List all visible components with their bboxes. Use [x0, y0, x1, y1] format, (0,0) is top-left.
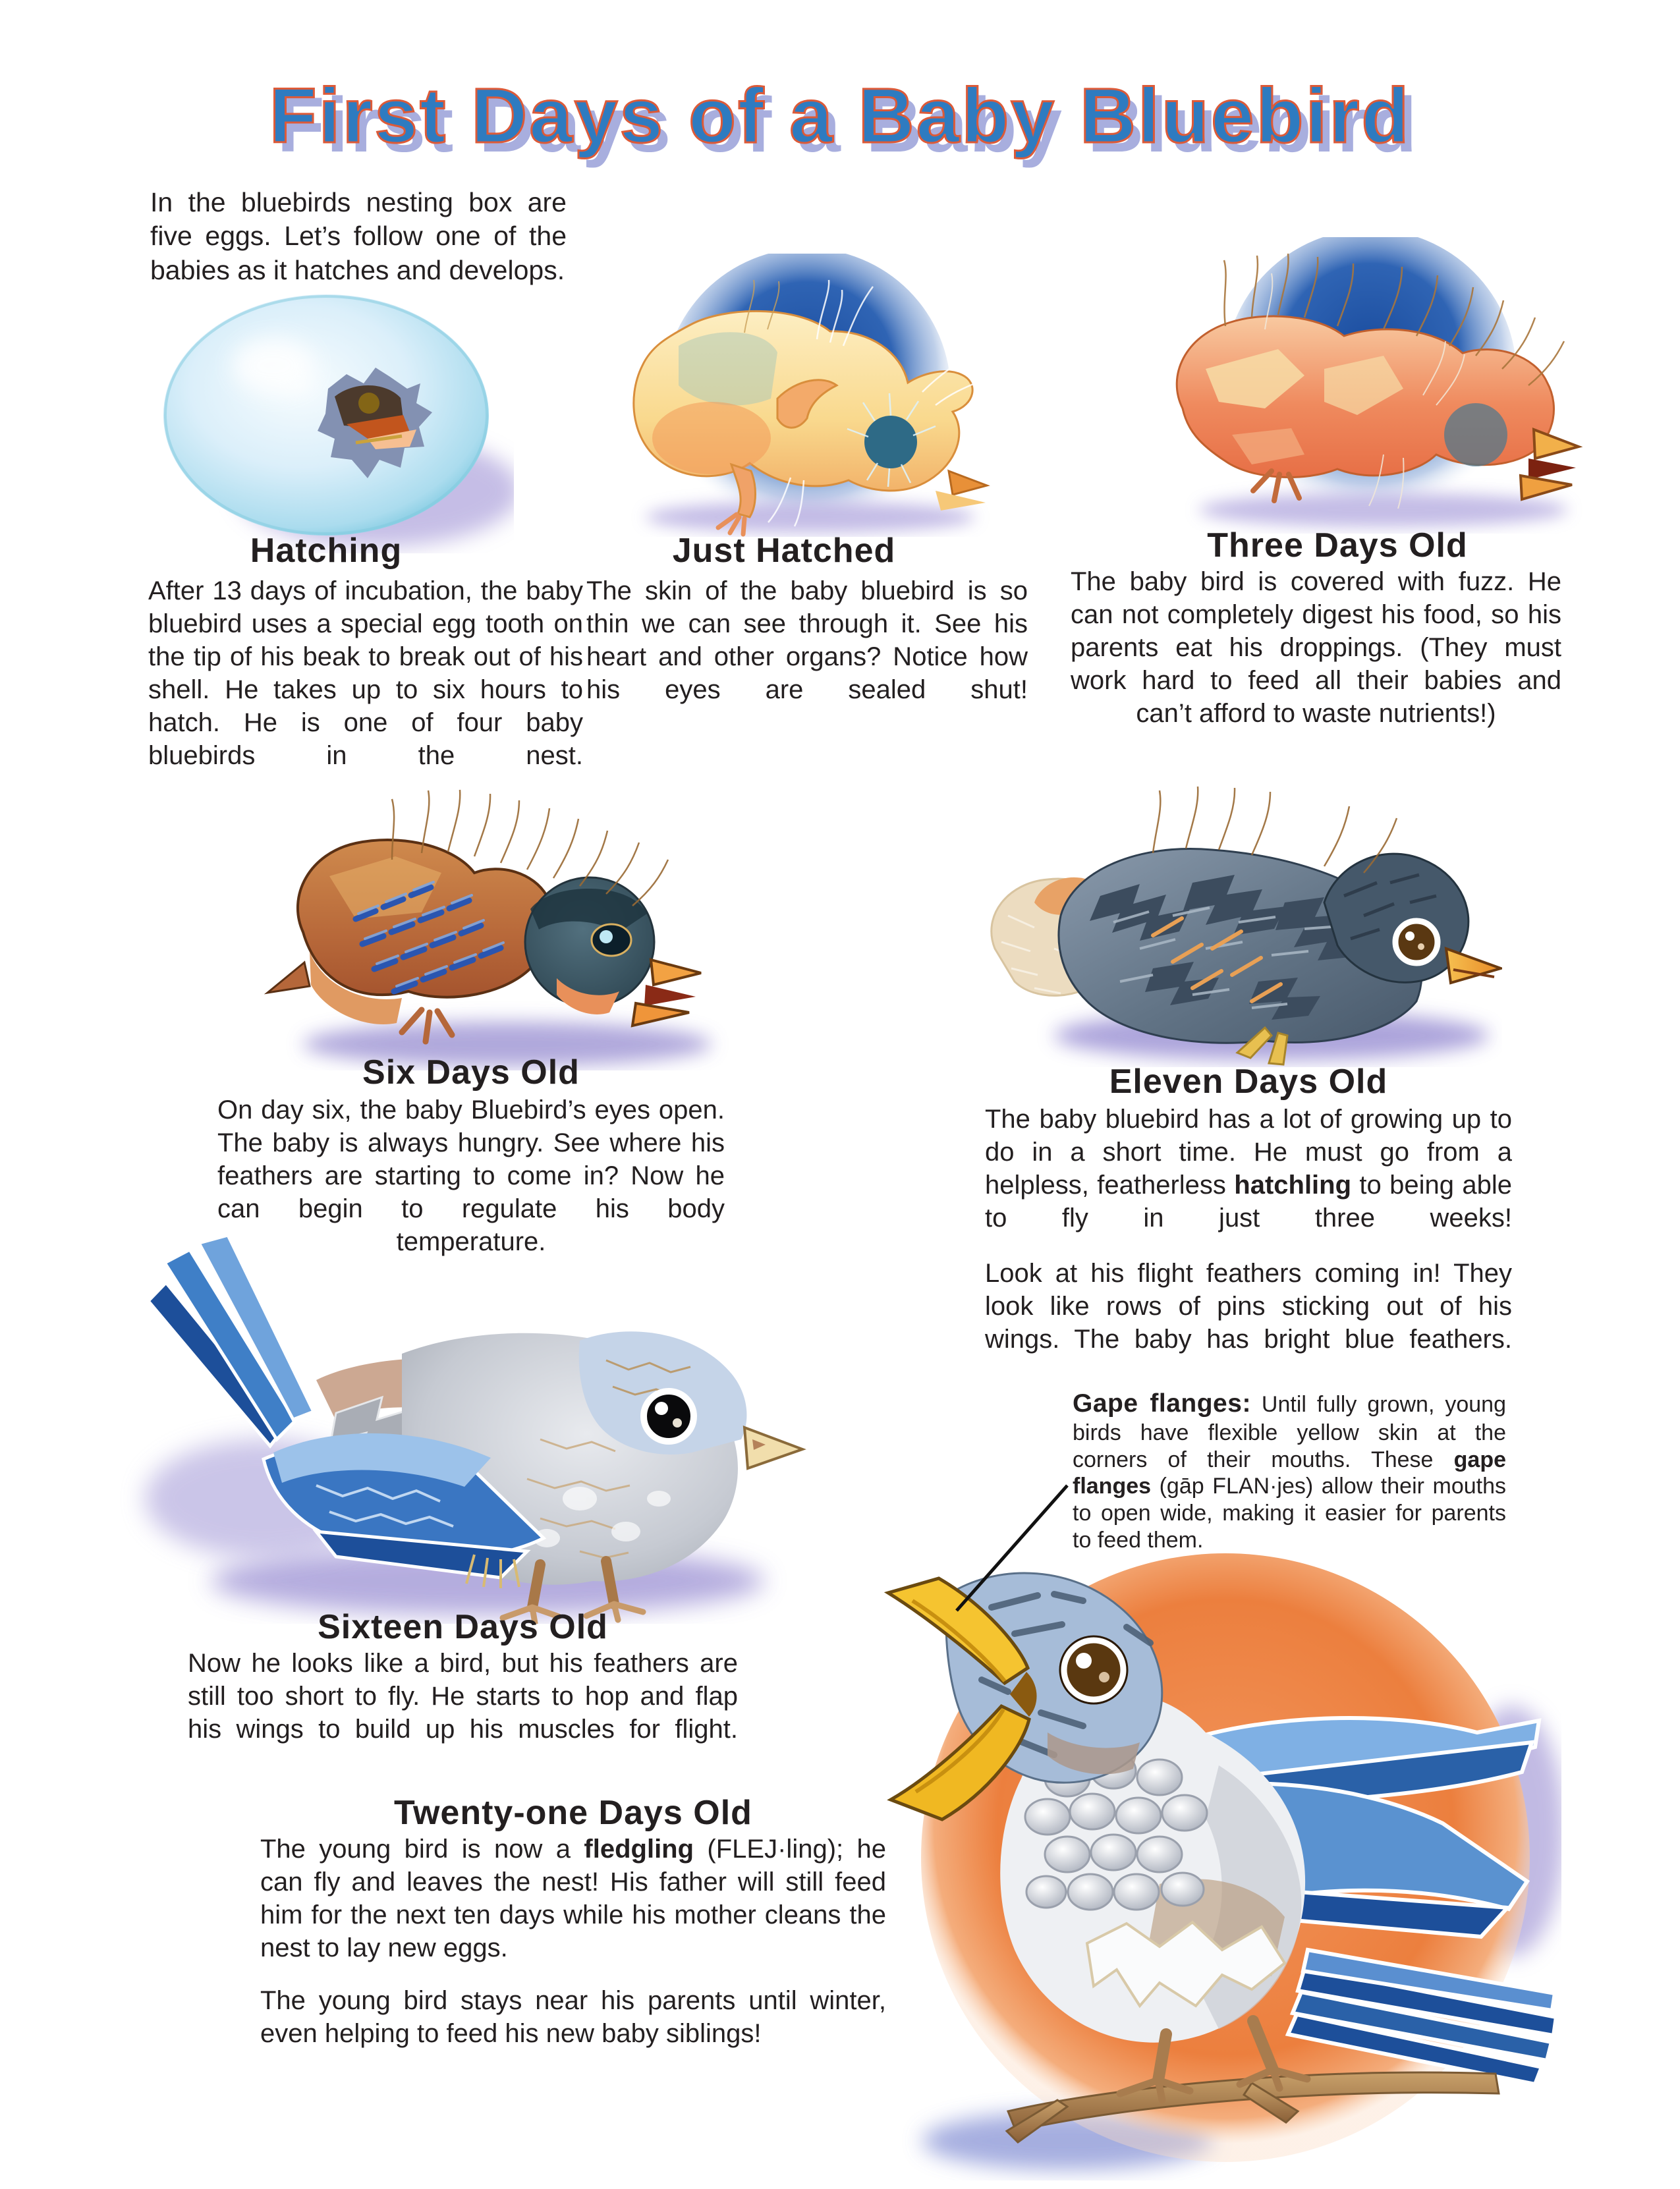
eleven-days-body-2: Look at his flight feathers coming in! They look like rows of pins sticking out of his wings. The baby has bright blue feathers.: [985, 1259, 1512, 1354]
hatching-body: After 13 days of incubation, the baby bluebird uses a special egg tooth on the tip of his beak to break out of his shell. He takes up to six hours to hatch. He is one of four baby bluebirds in the nest.: [148, 576, 583, 770]
sixteen-days-heading: Sixteen Days Old: [318, 1608, 608, 1646]
fledgling-term: fledgling: [584, 1835, 694, 1864]
six-days-illustration: [224, 767, 738, 1070]
three-days-body: The baby bird is covered with fuzz. He can not completely digest his food, so his parents eat his droppings. (They must work hard to feed all their babies and can’t afford to waste nutrients!): [1071, 567, 1561, 728]
six-days-heading: Six Days Old: [362, 1053, 580, 1092]
hatching-egg-illustration: [158, 290, 514, 553]
bird-eye: [644, 1391, 694, 1441]
gape-flanges-heading: Gape flanges:: [1073, 1389, 1251, 1418]
blue-tail-feathers: [148, 1235, 314, 1446]
bird-beak: [744, 1427, 802, 1468]
chick-beak-lower: [1521, 476, 1572, 499]
just-hatched-heading: Just Hatched: [672, 532, 896, 570]
gape-flanges-note: [1073, 1389, 1506, 1554]
eleven-days-illustration: [955, 751, 1502, 1067]
bird-eye: [1395, 921, 1438, 963]
eleven-days-body-1: [985, 1103, 1512, 1234]
hatchling-term: hatchling: [1234, 1171, 1352, 1200]
three-days-illustration: [1107, 237, 1588, 534]
open-mouth: [644, 985, 696, 1006]
intro-text: In the bluebirds nesting box are five eggs. Let’s follow one of the babies as it hatches and develops.: [150, 187, 567, 285]
twenty-one-days-body-1: [260, 1833, 886, 1964]
six-days-body: On day six, the baby Bluebird’s eyes open. The baby is always hungry. See where his feathers are starting to come in? Now he can begin to regulate his body temperature.: [217, 1095, 725, 1256]
hatching-heading: Hatching: [250, 532, 403, 570]
eleven-days-text: The baby bluebird has a lot of growing up to do in a short time. He must go from a helpless, featherless: [985, 1105, 1512, 1200]
gape-flanges-text: Until fully grown, young birds have flexible yellow skin at the corners of their mouths. These: [1073, 1392, 1507, 1472]
twenty-one-text-end: (FLEJ·ling); he can fly and leaves the nest! His father will still feed him for the next ten days while his mother cleans the nest to lay new eggs.: [260, 1835, 886, 1962]
gape-flange-callout-line: [949, 1479, 1074, 1617]
twenty-one-days-heading: Twenty-one Days Old: [394, 1794, 752, 1832]
gape-flanges-term: gape flanges: [1073, 1447, 1506, 1499]
just-hatched-body: The skin of the baby bluebird is so thin we can see through it. See his heart and other organs? Notice how his eyes are sealed shut!: [586, 576, 1028, 704]
page-title: First Days of a Baby Bluebird: [269, 72, 1411, 159]
gape-flanges-text-end: (gāp FLAN·jes) allow their mouths to open wide, making it easier for parents to feed them.: [1073, 1474, 1506, 1553]
just-hatched-illustration: [580, 254, 1015, 537]
beak-upper: [651, 960, 701, 985]
chick-beak-upper: [1534, 429, 1579, 458]
eleven-days-heading: Eleven Days Old: [1109, 1063, 1388, 1101]
beak-lower: [632, 1003, 689, 1026]
sealed-eye: [1444, 403, 1507, 466]
sixteen-days-illustration: [119, 1222, 817, 1624]
twenty-one-days-body-2: The young bird stays near his parents until winter, even helping to feed his new baby siblings!: [260, 1986, 886, 2048]
chick-beak: [949, 471, 987, 495]
eleven-days-text-end: to being able to fly in just three weeks!: [985, 1171, 1512, 1233]
sealed-eye: [864, 416, 917, 468]
sixteen-days-body: Now he looks like a bird, but his feathers are still too short to fly. He starts to hop and flap his wings to build up his muscles for flight.: [188, 1649, 738, 1744]
three-days-heading: Three Days Old: [1207, 526, 1468, 565]
twenty-one-text: The young bird is now a: [260, 1835, 584, 1864]
bird-eye: [1063, 1640, 1124, 1700]
chick-mouth: [1528, 458, 1576, 480]
